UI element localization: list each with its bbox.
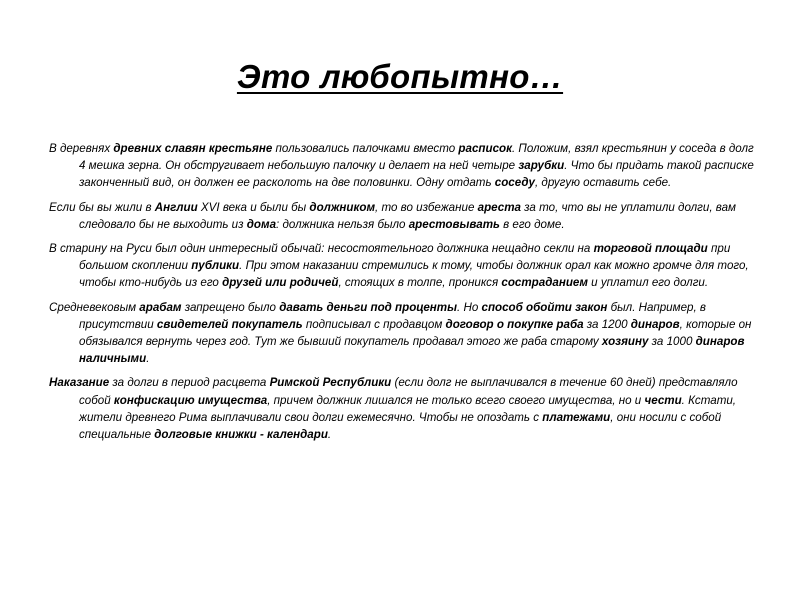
bold-run: древних славян крестьяне [113,142,273,155]
text-run: , которые он обязывался вернуть через год. Тут же бывший покупатель продавал этого же раба старому [79,317,752,349]
bold-run: способ обойти закон [481,300,608,314]
bold-run: торговой площади [593,242,708,256]
text-run: при большом скоплении [79,242,731,273]
bold-run: динаров наличными [79,335,745,366]
bold-run: ареста [477,200,521,214]
bold-run: друзей или родичей [222,276,339,290]
text-run: : должника нельзя было [276,217,409,231]
bold-run: зарубки [518,159,565,173]
slide-title: Это любопытно… [236,58,564,95]
bold-run: Англии [154,200,198,214]
bold-run: соседу [494,176,535,190]
text-run: за то, что вы не уплатили долги, вам следовало бы не выходить из [79,200,736,231]
slide-body [49,140,755,450]
bold-run: чести [644,393,682,407]
text-run: . Кстати, жители древнего Рима выплачивали свои долги ежемесячно. Чтобы не опоздать с [79,393,737,424]
text-run: был. Например, в присутствии [79,300,706,331]
text-run: . При этом наказании стремились к тому, чтобы должник орал как можно громче для того, чтобы кто-нибудь из его [79,259,749,290]
bold-run: расписок [458,142,512,155]
text-run: за долги в период расцвета [109,376,270,390]
text-run: Если бы вы жили в [49,200,155,214]
text-run: В деревнях [49,142,114,155]
bold-run: конфискацию имущества [113,393,268,407]
text-run: , стоящих в толпе, проникся [338,276,502,290]
text-run: . Но [457,300,482,314]
text-run: , то во избежание [375,200,478,214]
text-run: и уплатил его долги. [587,276,709,290]
text-run: . [327,428,332,442]
bold-run: Римской Республики [269,376,392,390]
text-run: Средневековым [49,300,140,314]
bold-run: платежами [542,410,611,424]
bold-run: долговые книжки - календари [154,428,328,442]
bold-run: состраданием [501,276,588,290]
text-run: XVI века и были бы [197,200,310,214]
paragraph-slavs [49,140,755,192]
text-run: , причем должник лишался не только всего своего имущества, но и [267,393,645,407]
text-run: за 1200 [583,317,631,331]
text-run: . [146,352,150,366]
text-run: . Положим, взял крестьянин у соседа в долг 4 мешка зерна. Он обстругивает небольшую палочку и делает на ней четыре [79,142,754,173]
paragraph-rus [49,240,755,292]
paragraph-rome [49,374,755,443]
paragraph-england [49,199,755,233]
paragraph-arabs [49,299,755,368]
bold-run: публики [191,259,240,273]
bold-run: давать деньги под проценты [279,300,458,314]
text-run: (если долг не выплачивался в течение 60 дней) представляло собой [79,376,738,407]
text-run: В старину на Руси был один интересный обычай: несостоятельного должника нещадно секли на [49,242,594,256]
text-run: . Что бы придать такой расписке законченный вид, он должен ее расколоть на две половинки. Одну отдать [79,159,754,190]
bold-run: дома [246,217,277,231]
bold-run: свидетелей покупатель [156,317,303,331]
bold-run: хозяину [601,335,649,349]
text-run: подписывал с продавцом [302,317,446,331]
text-run: за 1000 [648,335,696,349]
bold-run: должником [309,200,376,214]
bold-run: динаров [630,317,680,331]
bold-run: Наказание [49,376,110,390]
text-run: в его доме. [499,217,565,231]
bold-run: арестовывать [408,217,500,231]
bold-run: договор о покупке раба [445,317,584,331]
text-run: , другую оставить себе. [534,176,672,190]
text-run: пользовались палочками вместо [272,142,459,155]
bold-run: арабам [139,300,182,314]
text-run: запрещено было [181,300,280,314]
text-run: , они носили с собой специальные [79,410,722,442]
